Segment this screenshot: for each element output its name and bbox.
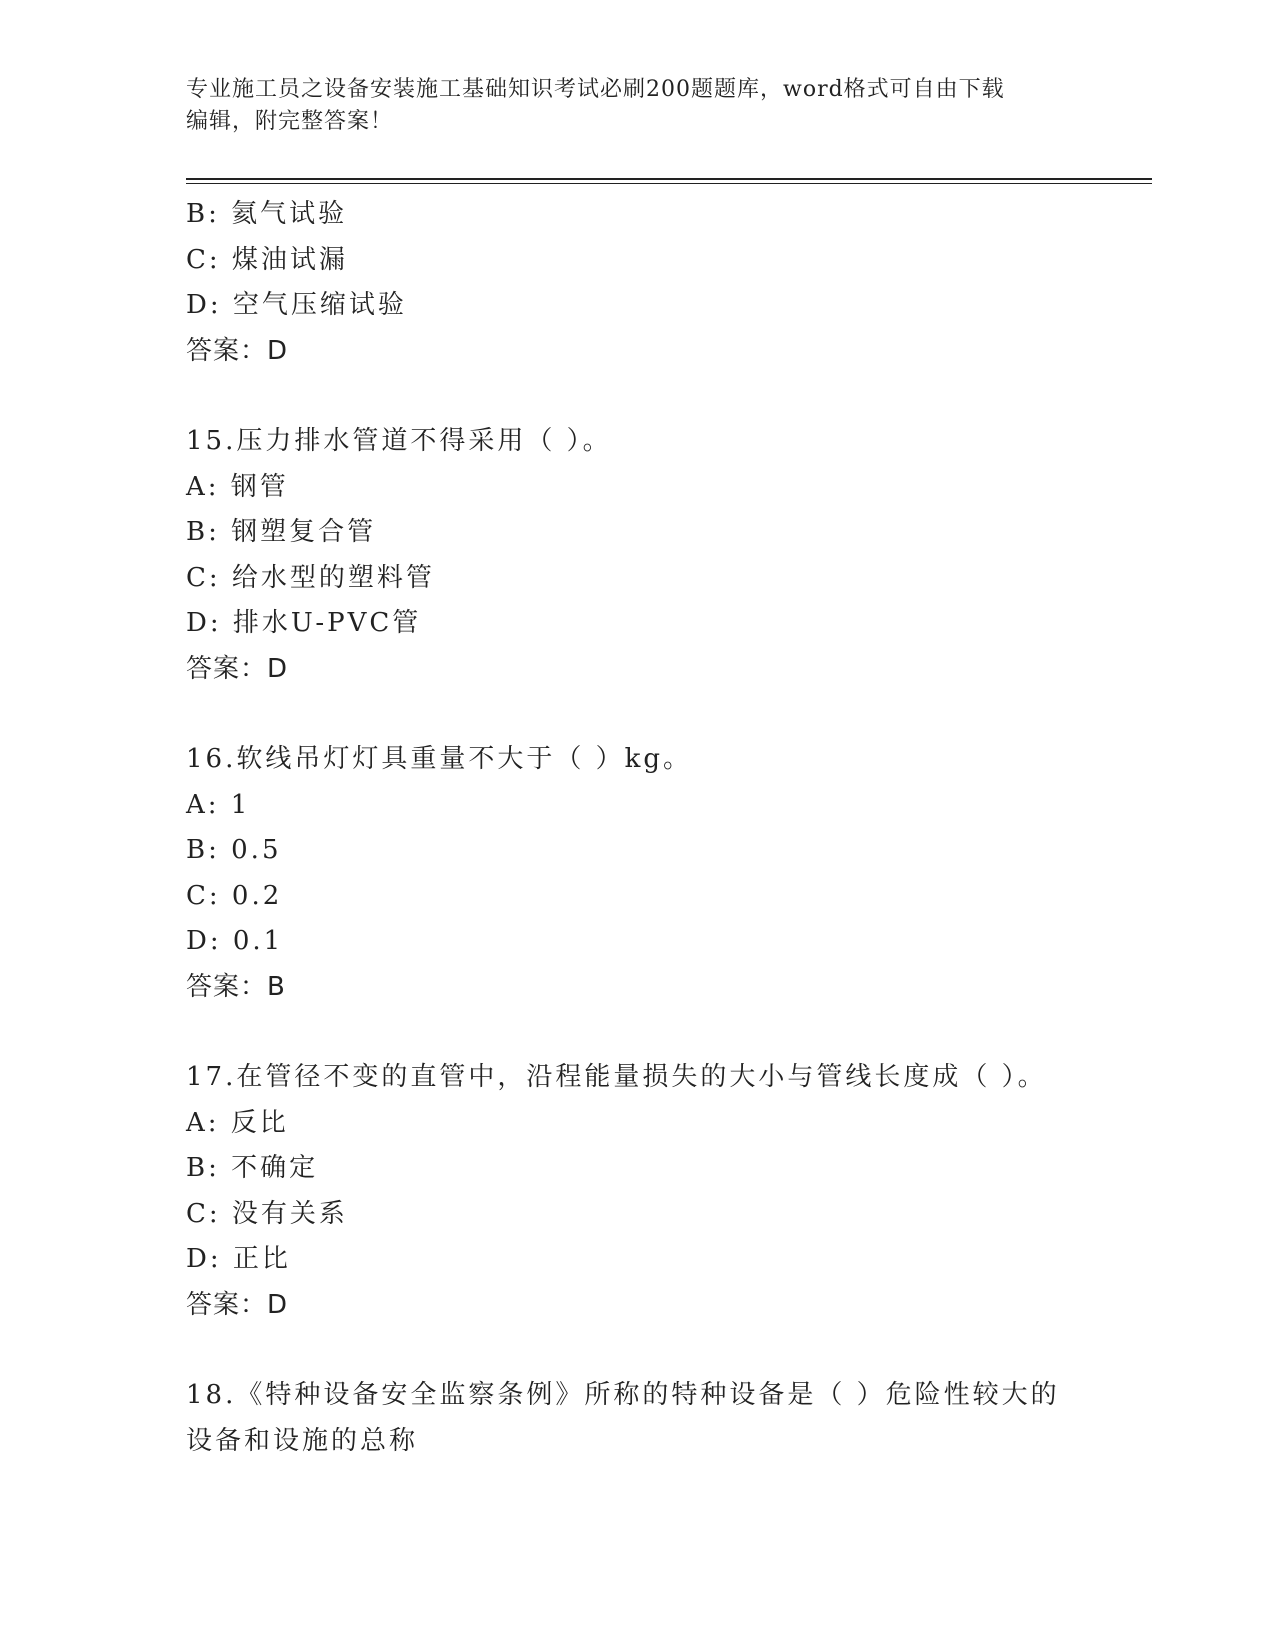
question-list <box>186 192 1086 1464</box>
answer: 答案：D <box>186 335 289 366</box>
spacer <box>186 1010 1086 1055</box>
option-c: C: 0.2 <box>186 880 283 911</box>
option-a: A: 反比 <box>186 1107 289 1138</box>
header-line-1: 专业施工员之设备安装施工基础知识考试必刷200题题库，word格式可自由下载 <box>186 77 1005 102</box>
question-17 <box>186 1055 1086 1328</box>
question-text-line-2: 设备和设施的总称 <box>186 1425 419 1456</box>
question-16 <box>186 737 1086 1010</box>
option-c: C: 煤油试漏 <box>186 244 348 275</box>
option-a: A: 1 <box>186 789 251 820</box>
header-divider-thick <box>186 178 1152 180</box>
option-d: D: 0.1 <box>186 926 284 956</box>
document-header <box>186 74 1066 138</box>
question-15 <box>186 419 1086 692</box>
answer: 答案：B <box>186 971 286 1002</box>
question-14 <box>186 192 1086 374</box>
option-b: B: 不确定 <box>186 1153 319 1183</box>
option-d: D: 空气压缩试验 <box>186 290 407 320</box>
option-a: A: 钢管 <box>186 471 289 502</box>
option-c: C: 给水型的塑料管 <box>186 562 435 593</box>
header-divider-thin <box>186 183 1152 184</box>
answer: 答案：D <box>186 653 289 684</box>
question-18 <box>186 1373 1086 1464</box>
answer: 答案：D <box>186 1289 289 1320</box>
option-d: D: 正比 <box>186 1244 291 1274</box>
option-b: B: 0.5 <box>186 835 282 865</box>
spacer <box>186 692 1086 737</box>
question-text: 16.软线吊灯灯具重量不大于（ ）kg。 <box>186 744 693 774</box>
question-text: 17.在管径不变的直管中，沿程能量损失的大小与管线长度成（ ）。 <box>186 1062 1047 1092</box>
option-b: B: 氦气试验 <box>186 199 348 229</box>
question-text-line-1: 18.《特种设备安全监察条例》所称的特种设备是（ ）危险性较大的 <box>186 1380 1060 1410</box>
option-d: D: 排水U-PVC管 <box>186 608 422 638</box>
question-text: 15.压力排水管道不得采用（ ）。 <box>186 426 612 456</box>
option-c: C: 没有关系 <box>186 1198 348 1229</box>
spacer <box>186 1328 1086 1373</box>
spacer <box>186 374 1086 419</box>
option-b: B: 钢塑复合管 <box>186 517 377 547</box>
header-line-2: 编辑，附完整答案！ <box>186 109 394 134</box>
